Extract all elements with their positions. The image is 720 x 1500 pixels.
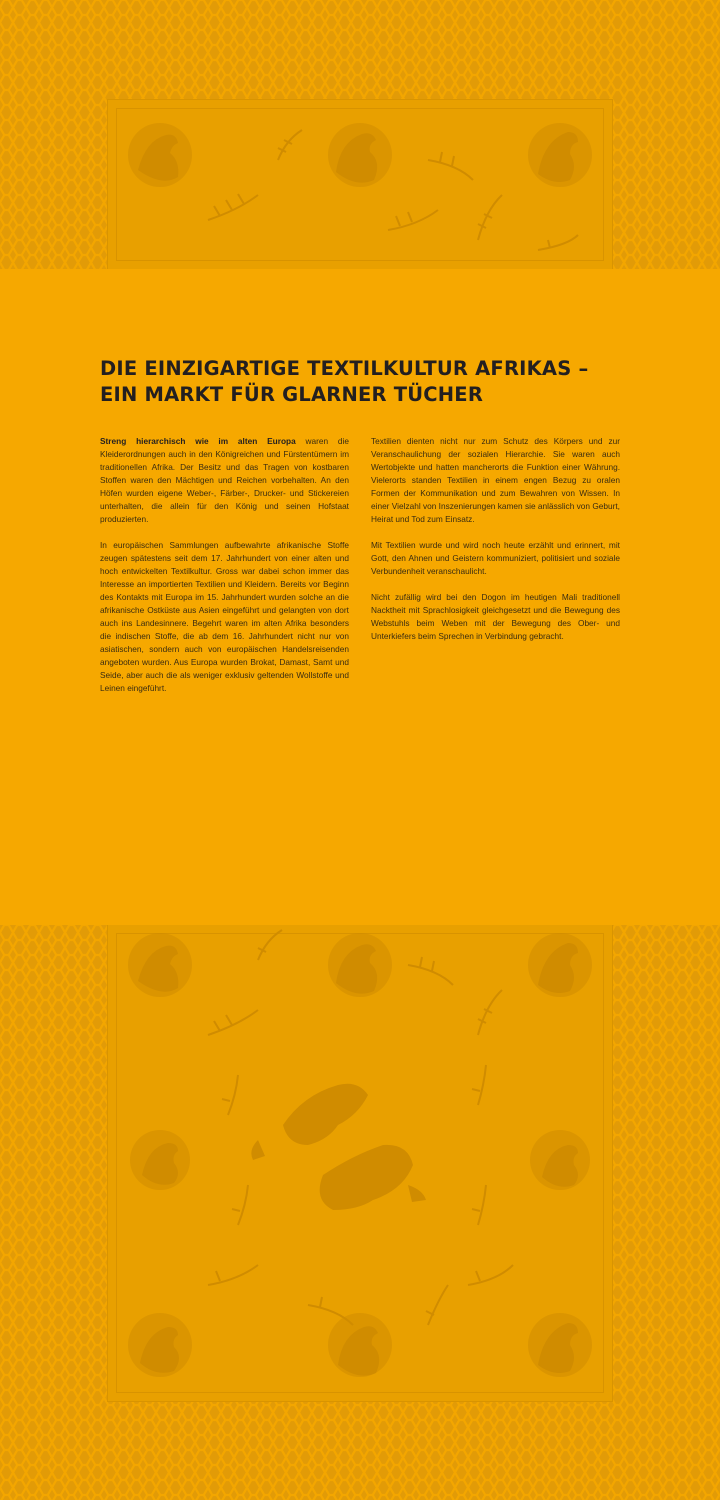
paragraph: In europäischen Sammlungen aufbewahrte afrikanische Stoffe zeugen spätestens seit dem 17. Jahrhundert von einer alten und hoch entwickelten Textilkultur. Gross war dabei schon immer das Interesse an importierten Textilien und Kleidern. Bereits vor Beginn des Kontakts mit Europa im 15. Jahrhundert wurden solche an die afrikanische Ostküste aus Asien eingeführt und gelangten von dort auch ins Landesinnere. Begehrt waren im alten Afrika besonders die indischen Stoffe, die ab dem 16. Jahrhundert nicht nur von asiatischen, sondern auch von europäischen Handelsreisenden angeboten wurden. Aus Europa wurden Brokat, Damast, Samt und Seide, aber auch die als weniger exklusiv geltenden Wollstoffe und Leinen eingeführt. [100, 540, 349, 693]
title-line-1: DIE EINZIGARTIGE TEXTILKULTUR AFRIKAS – [100, 357, 589, 380]
rooster-motif [328, 933, 392, 997]
paragraph [100, 435, 349, 526]
rooster-motif [528, 1313, 592, 1377]
paragraph: Nicht zufällig wird bei den Dogon im heutigen Mali traditionell Nacktheit mit Sprachlosigkeit gleichgesetzt und die Bewegung des Webstuhls beim Weben mit der Bewegung des Ober- und Unterkiefers beim Sprechen in Verbindung gebracht. [371, 592, 620, 641]
paragraph: Textilien dienten nicht nur zum Schutz des Körpers und zur Veranschaulichung der sozialen Hierarchie. Sie waren auch Wertobjekte und hatten mancherorts die Funktion einer Währung. Vielerorts standen Textilien in einem engen Bezug zu oralen Formen der Kommunikation und zum Bewahren von Wissen. In einer Vielzahl von Inszenierungen kamen sie anlässlich von Geburt, Heirat und Tod zum Einsatz. [371, 436, 620, 524]
rooster-motif [530, 1130, 590, 1190]
fabric-cloth-top [108, 100, 612, 269]
rooster-motif [128, 933, 192, 997]
article-title [100, 356, 620, 408]
rooster-motif [328, 1313, 392, 1377]
lead-text: Streng hierarchisch wie im alten Europa [100, 436, 296, 446]
paragraph-text: waren die Kleiderordnungen auch in den Königreichen und Fürstentümern im traditionellen Afrika. Der Besitz und das Tragen von kostbaren Stoffen waren den Mächtigen und Reichen vorbehalten. An den Höfen wurden eigene Weber-, Färber-, Drucker- und Stickereien unterhalten, die allein für den König und seinen Hofstaat produzierten. [100, 436, 350, 524]
text-column-right [371, 435, 620, 656]
rooster-motif [528, 123, 592, 187]
top-pattern-band [0, 0, 720, 269]
rooster-motif [128, 1313, 192, 1377]
rooster-motif [528, 933, 592, 997]
rooster-motif [130, 1130, 190, 1190]
fabric-cloth-bottom [108, 925, 612, 1401]
title-line-2: EIN MARKT FÜR GLARNER TÜCHER [100, 383, 484, 406]
rooster-motif [128, 123, 192, 187]
bottom-pattern-band [0, 925, 720, 1500]
wheat-motif [208, 130, 578, 250]
text-column-left [100, 435, 349, 708]
rooster-motif [328, 123, 392, 187]
lion-motif [251, 1084, 426, 1210]
paragraph: Mit Textilien wurde und wird noch heute erzählt und erinnert, mit Gott, den Ahnen und Geistern kommuniziert, politisiert und soziale Verbundenheit veranschaulicht. [371, 540, 620, 576]
